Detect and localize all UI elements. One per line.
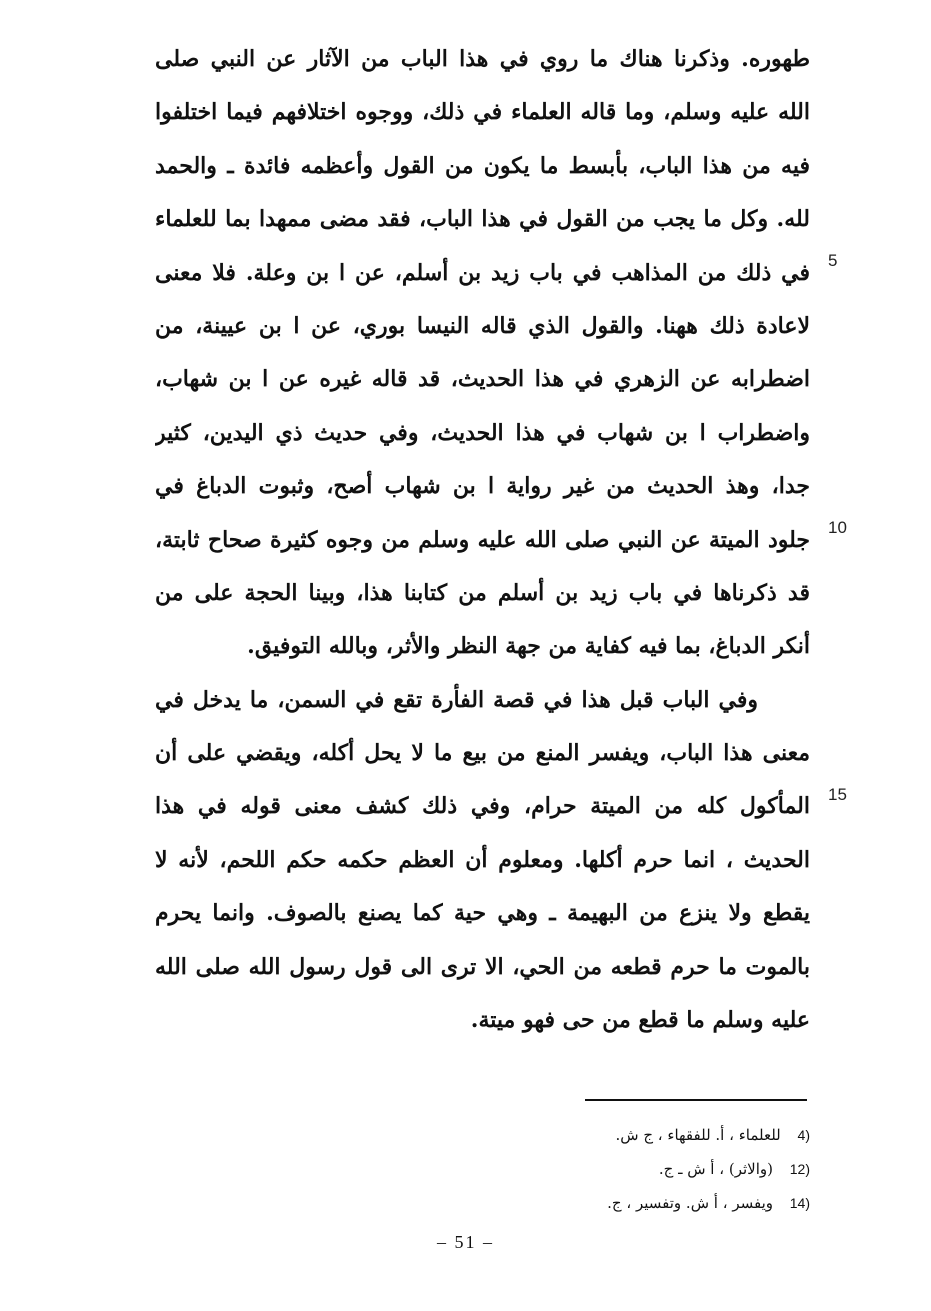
main-text <box>155 33 810 1047</box>
footnotes <box>480 1118 810 1220</box>
footnote-divider <box>585 1099 807 1101</box>
page-number: – 51 – <box>437 1232 494 1252</box>
line-number-15: 15 <box>828 785 847 804</box>
footnote-number: 12) <box>789 1161 810 1177</box>
text-line: جلود الميتة عن النبي صلى الله عليه وسلم من وجوه كثيرة صحاح ثابتة، <box>155 526 810 553</box>
text-line: واضطراب ا بن شهاب في هذا الحديث، وفي حديث ذي اليدين، كثير <box>155 419 810 446</box>
footnote-item <box>480 1118 810 1152</box>
text-line: لله. وكل ما يجب من القول في هذا الباب، فقد مضى ممهدا بما للعلماء <box>155 206 810 233</box>
footnote-item <box>480 1152 810 1186</box>
text-line: فيه من هذا الباب، بأبسط ما يكون من القول وأعظمه فائدة ـ والحمد <box>155 152 810 179</box>
text-line: لاعادة ذلك ههنا. والقول الذي قاله النيسا بوري، عن ا بن عيينة، من <box>155 312 810 339</box>
text-line: جدا، وهذ الحديث من غير رواية ا بن شهاب أصح، وثبوت الدباغ في <box>155 473 810 500</box>
text-line: طهوره. وذكرنا هناك ما روي في هذا الباب من الآثار عن النبي صلى <box>155 46 810 72</box>
text-line: بالموت ما حرم قطعه من الحي، الا ترى الى قول رسول الله صلى الله <box>155 953 810 980</box>
text-line: في ذلك من المذاهب في باب زيد بن أسلم، عن ا بن وعلة. فلا معنى <box>155 259 810 286</box>
footnote-text: ويفسر ، أ ش. وتفسير ، ج. <box>607 1194 773 1212</box>
line-number-5: 5 <box>828 251 838 270</box>
footnote-item <box>480 1186 810 1220</box>
text-line: عليه وسلم ما قطع من حى فهو ميتة. <box>470 1007 810 1034</box>
footnote-number: 14) <box>789 1195 810 1211</box>
text-line: المأكول كله من الميتة حرام، وفي ذلك كشف معنى قوله في هذا <box>155 793 810 820</box>
text-line: معنى هذا الباب، ويفسر المنع من بيع ما لا يحل أكله، ويقضي على أن <box>155 740 810 767</box>
footnote-text: للعلماء ، أ. للفقهاء ، ج ش. <box>615 1126 781 1144</box>
line-number-10: 10 <box>828 518 847 537</box>
text-line: الله عليه وسلم، وما قاله العلماء في ذلك، ووجوه اختلافهم فيما اختلفوا <box>155 99 810 126</box>
text-line: أنكر الدباغ، بما فيه كفاية من جهة النظر والأثر، وبالله التوفيق. <box>247 633 810 660</box>
text-line: قد ذكرناها في باب زيد بن أسلم من كتابنا هذا، وبينا الحجة على من <box>155 579 810 606</box>
footnote-number: 4) <box>797 1127 810 1143</box>
footnote-text: (والاثر) ، أ ش ـ ج. <box>658 1160 773 1178</box>
text-line: الحديث ، انما حرم أكلها. ومعلوم أن العظم حكمه حكم اللحم، لأنه لا <box>155 846 810 873</box>
text-line: اضطرابه عن الزهري في هذا الحديث، قد قاله غيره عن ا بن شهاب، <box>155 366 810 393</box>
text-line: يقطع ولا ينزع من البهيمة ـ وهي حية كما يصنع بالصوف. وانما يحرم <box>155 900 810 927</box>
text-line: وفي الباب قبل هذا في قصة الفأرة تقع في السمن، ما يدخل في <box>155 686 758 713</box>
